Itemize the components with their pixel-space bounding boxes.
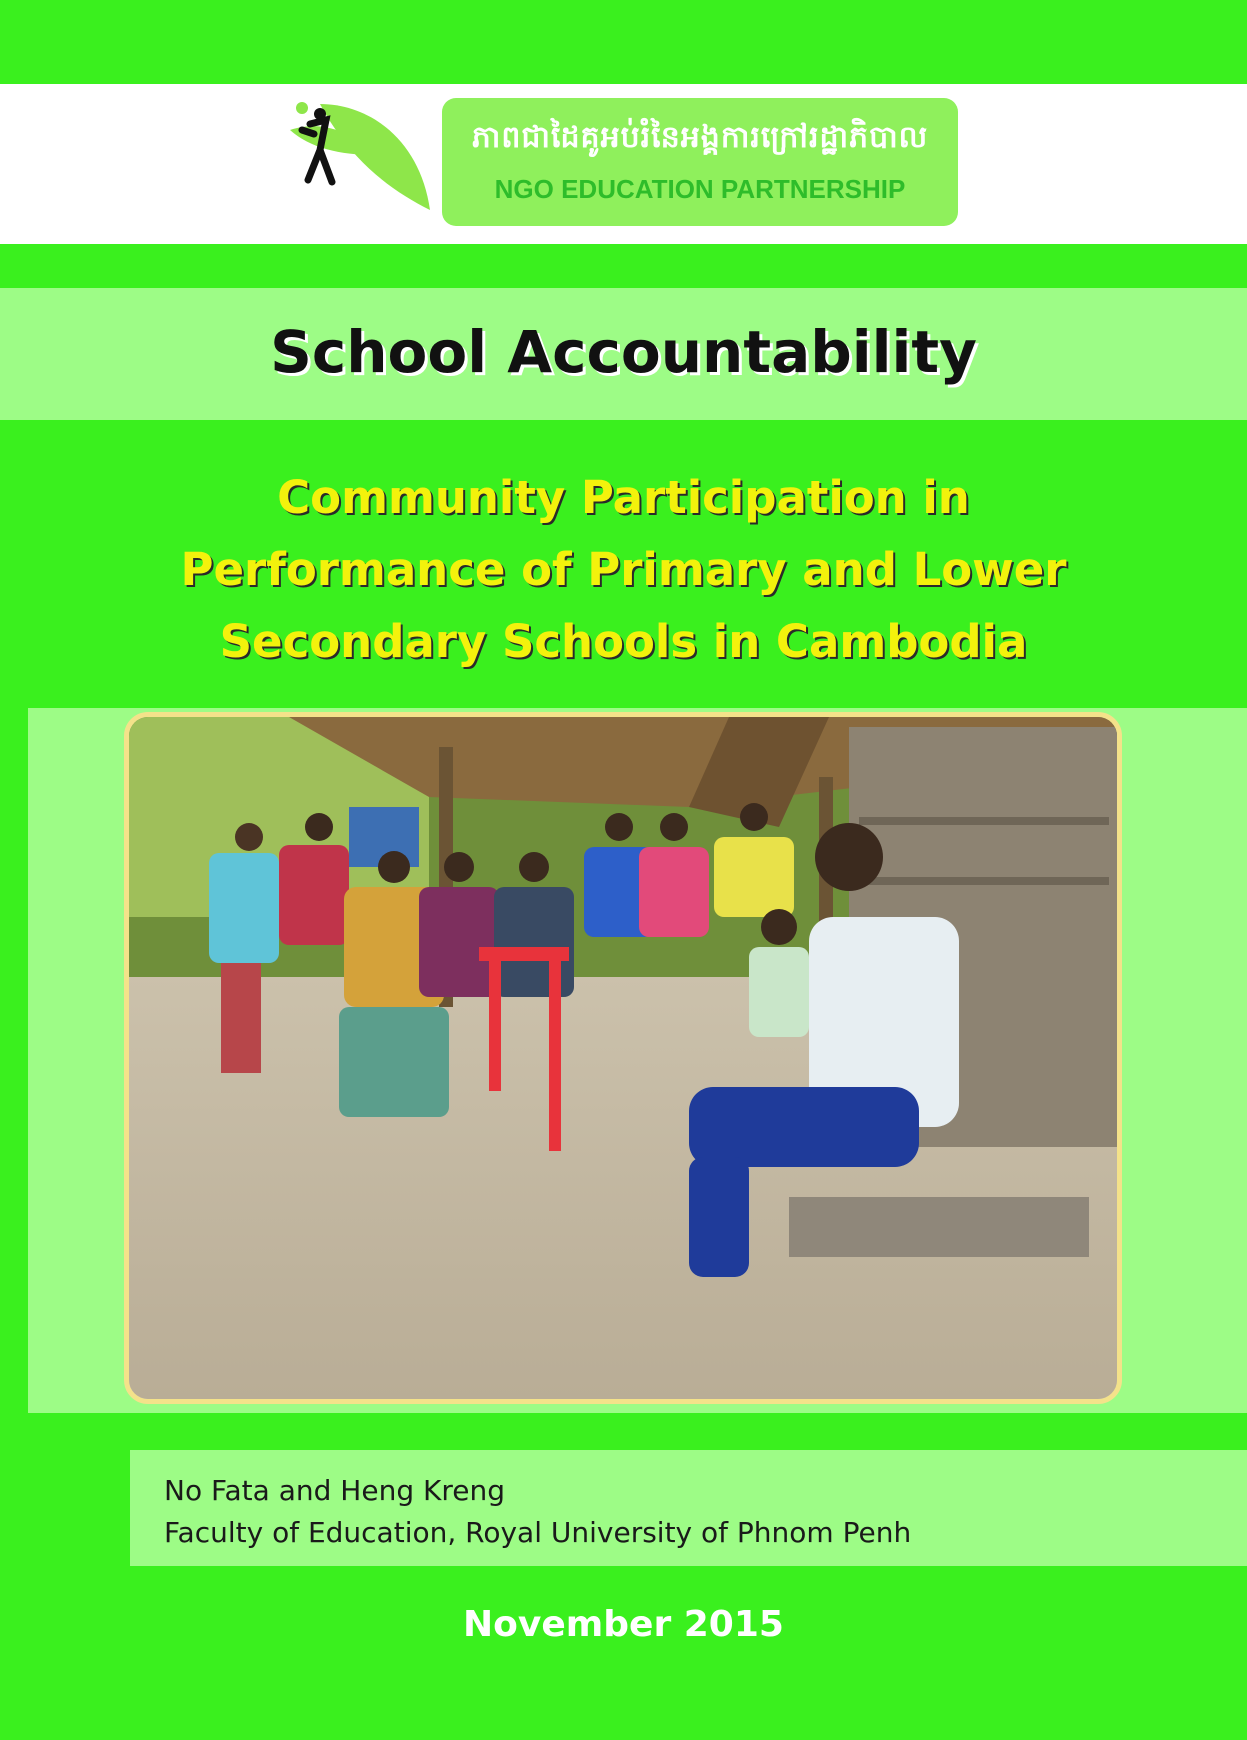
title-band: [0, 288, 1247, 420]
subtitle-line: Secondary Schools in Cambodia: [219, 615, 1028, 668]
subtitle: [100, 462, 1147, 678]
author-band: [130, 1450, 1247, 1566]
authors: No Fata and Heng Kreng: [164, 1474, 505, 1507]
logo-english-name: NGO EDUCATION PARTNERSHIP: [494, 174, 906, 204]
subtitle-line: Performance of Primary and Lower: [180, 543, 1067, 596]
logo-khmer-name: ភាពជាដៃគូអប់រំនៃអង្គការក្រៅរដ្ឋាភិបាល: [471, 120, 929, 155]
community-meeting-photo: [129, 717, 1117, 1399]
publication-date: November 2015: [463, 1604, 784, 1645]
cover-photo: [124, 712, 1122, 1404]
page-title: School Accountability: [270, 318, 977, 386]
subtitle-line: Community Participation in: [277, 471, 970, 524]
ngo-logo-icon: [280, 100, 440, 220]
logo-name-box: [442, 98, 958, 226]
affiliation: Faculty of Education, Royal University of Phnom Penh: [164, 1516, 912, 1549]
